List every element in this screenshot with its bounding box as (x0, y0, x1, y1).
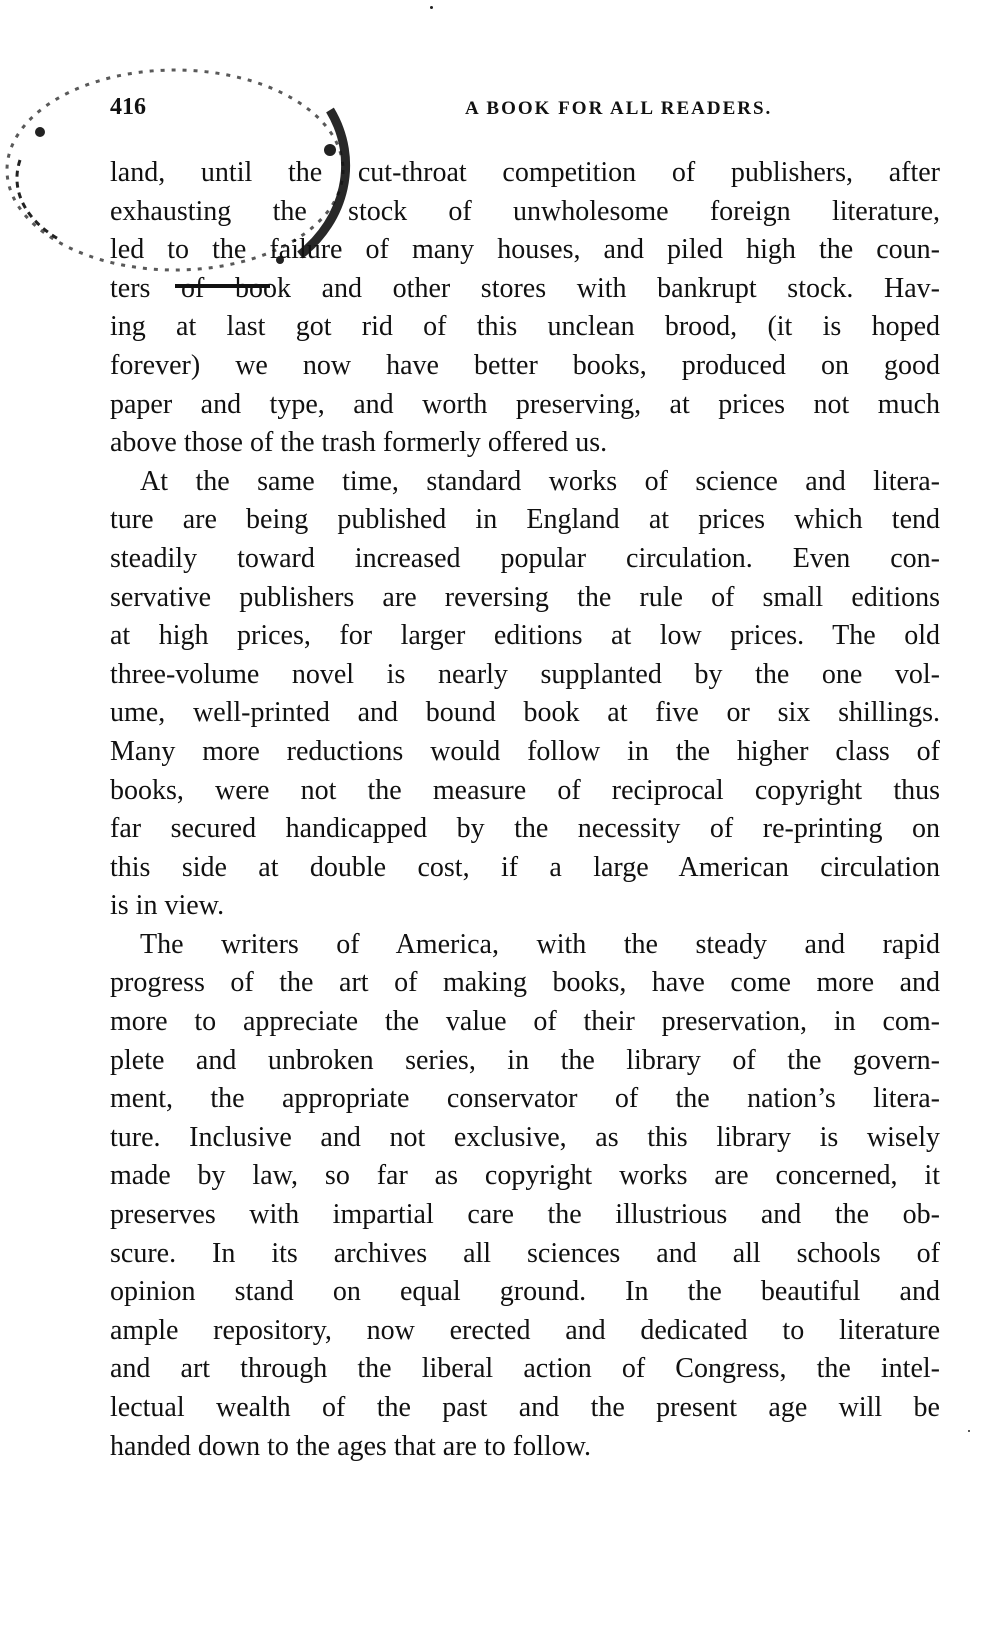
text-line: ing at last got rid of this unclean brood, (it is hoped (110, 311, 940, 343)
paragraph-3 (110, 926, 940, 1466)
text-line: progress of the art of making books, have come more and (110, 967, 940, 999)
text-line: forever) we now have better books, produced on good (110, 349, 940, 381)
text-line: land, until the cut-throat competition of publishers, after (110, 157, 940, 188)
text-line: this side at double cost, if a large American circulation (110, 851, 940, 883)
text-line: ume, well-printed and bound book at five or six shillings. (110, 697, 940, 729)
text-line: handed down to the ages that are to follow. (110, 1430, 592, 1462)
text-line: preserves with impartial care the illustrious and the ob- (110, 1199, 940, 1231)
text-line: opinion stand on equal ground. In the beautiful and (110, 1276, 940, 1308)
text-line: lectual wealth of the past and the present age will be (110, 1392, 940, 1423)
paragraph-1 (110, 154, 940, 463)
page-number: 416 (110, 94, 146, 120)
text-line: led to the failure of many houses, and piled high the coun- (110, 234, 940, 266)
text-line: and art through the liberal action of Congress, the intel- (110, 1353, 940, 1385)
text-line: servative publishers are reversing the rule of small editions (110, 581, 940, 613)
running-title: A BOOK FOR ALL READERS. (465, 98, 773, 119)
text-line: scure. In its archives all sciences and all schools of (110, 1237, 940, 1269)
paragraph-2 (110, 463, 940, 926)
body-text (110, 154, 940, 1466)
text-line: paper and type, and worth preserving, at prices not much (110, 388, 940, 420)
text-line: At the same time, standard works of science and litera- (140, 465, 940, 497)
ink-speck (968, 1430, 970, 1432)
text-line: ters of book and other stores with bankrupt stock. Hav- (110, 272, 940, 304)
text-line: at high prices, for larger editions at low prices. The old (110, 620, 940, 652)
text-line: exhausting the stock of unwholesome foreign literature, (110, 195, 940, 227)
text-line: steadily toward increased popular circulation. Even con- (110, 542, 940, 574)
text-line: ample repository, now erected and dedicated to literature (110, 1314, 940, 1346)
text-line: books, were not the measure of reciprocal copyright thus (110, 774, 940, 806)
text-line: Many more reductions would follow in the higher class of (110, 735, 940, 767)
text-line: far secured handicapped by the necessity of re-printing on (110, 813, 940, 845)
text-line: ment, the appropriate conservator of the nation’s litera- (110, 1083, 940, 1115)
text-line: ture are being published in England at prices which tend (110, 504, 940, 536)
text-line: The writers of America, with the steady and rapid (140, 928, 940, 960)
text-line: ture. Inclusive and not exclusive, as this library is wisely (110, 1121, 940, 1153)
ink-speck (430, 6, 433, 9)
text-line: made by law, so far as copyright works are concerned, it (110, 1160, 940, 1192)
text-line: plete and unbroken series, in the library of the govern- (110, 1044, 940, 1076)
text-line: three-volume novel is nearly supplanted by the one vol- (110, 658, 940, 690)
text-line: above those of the trash formerly offered us. (110, 427, 608, 459)
running-head (110, 94, 940, 124)
text-line: more to appreciate the value of their preservation, in com- (110, 1006, 940, 1038)
text-line: is in view. (110, 890, 225, 922)
